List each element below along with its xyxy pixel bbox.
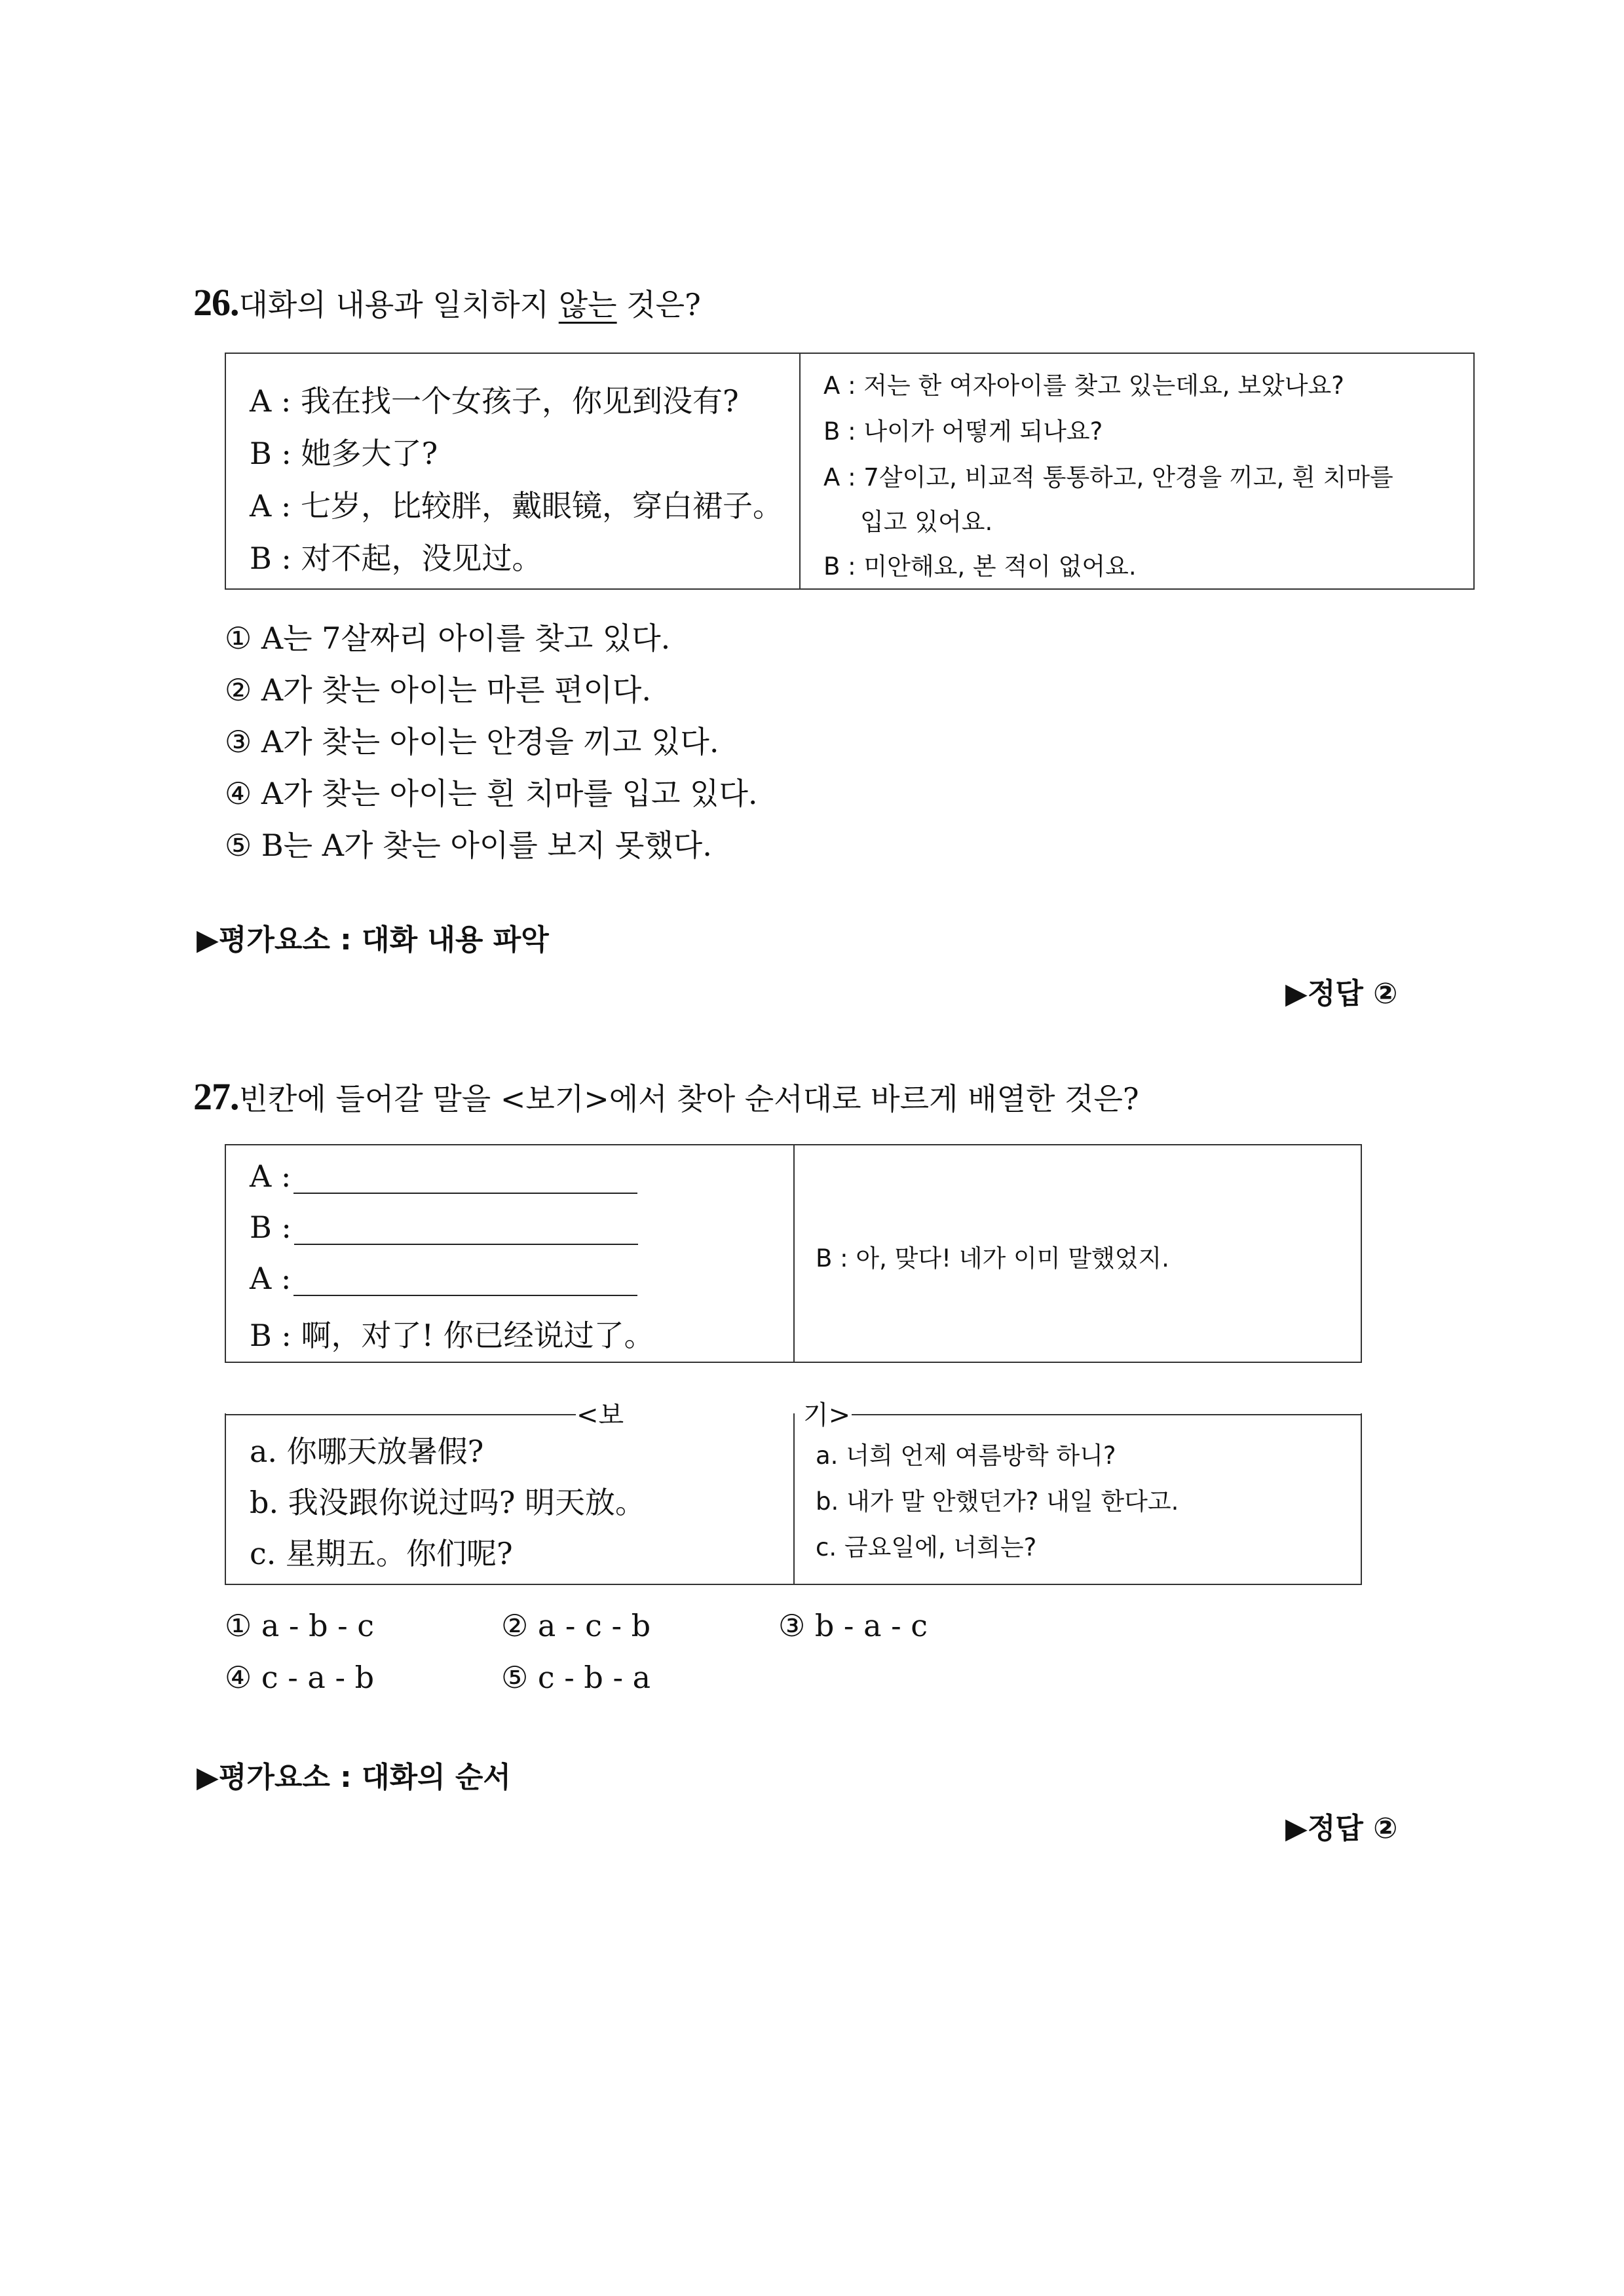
q26-ko-line-5: B : 미안해요, 본 적이 없어요. [823,552,1137,581]
q27-blank-row-2 [250,1210,638,1245]
q26-ko-line-3: A : 7살이고, 비교적 통통하고, 안경을 끼고, 흰 치마를 [823,463,1393,491]
q26-box-divider [799,354,801,588]
q27-ko-line: B : 아, 맞다! 네가 이미 말했었지. [816,1244,1169,1272]
bogi-zh-a: a. 你哪天放暑假? [250,1434,484,1469]
q26-option-2[interactable]: ② A가 찾는 아이는 마른 편이다. [225,672,651,708]
q27-option-3[interactable]: ③ b - a - c [778,1608,928,1643]
q26-option-3[interactable]: ③ A가 찾는 아이는 안경을 끼고 있다. [225,724,719,759]
q26-number: 26. [193,281,239,324]
q27-eval: ▶평가요소 : 대화의 순서 [197,1761,511,1794]
q27-blank-2 [294,1214,638,1245]
q26-title-post: 것은? [616,287,701,322]
bogi-zh-c: c. 星期五。你们呢? [250,1536,513,1571]
q27-option-2[interactable]: ② a - c - b [501,1608,651,1643]
q26-zh-line-2: B : 她多大了? [250,436,438,471]
q27-blank-label-3: A : [250,1261,292,1296]
q27-blank-1 [293,1162,637,1194]
q27-zh-last-line: B : 啊，对了! 你已经说过了。 [250,1318,654,1353]
q26-option-4[interactable]: ④ A가 찾는 아이는 흰 치마를 입고 있다. [225,776,758,811]
q26-title [193,280,701,324]
q27-blank-row-3 [250,1261,637,1296]
q26-ko-line-1: A : 저는 한 여자아이를 찾고 있는데요, 보았나요? [823,372,1344,400]
q26-option-1[interactable]: ① A는 7살짜리 아이를 찾고 있다. [225,621,671,656]
q27-blank-label-1: A : [250,1158,292,1194]
q27-dialogue-box [225,1144,1362,1363]
q26-ko-line-2: B : 나이가 어떻게 되나요? [823,417,1103,446]
q26-title-underlined: 않는 [558,287,617,322]
q27-blank-3 [293,1265,637,1296]
bogi-label-right: 기> [803,1400,851,1430]
q26-option-5[interactable]: ⑤ B는 A가 찾는 아이를 보지 못했다. [225,828,712,863]
bogi-ko-c: c. 금요일에, 너희는? [816,1533,1037,1561]
q26-dialogue-box [225,353,1475,590]
q26-zh-line-1: A : 我在找一个女孩子，你见到没有? [250,383,739,419]
bogi-box-divider [793,1413,795,1584]
q27-option-5[interactable]: ⑤ c - b - a [501,1660,651,1695]
bogi-label-left: <보 [576,1400,624,1430]
q26-zh-line-3: A : 七岁，比较胖，戴眼镜，穿白裙子。 [250,488,783,524]
q27-title [193,1075,1139,1119]
q26-zh-line-4: B : 对不起，没见过。 [250,541,542,576]
q27-option-1[interactable]: ① a - b - c [225,1608,375,1643]
q27-blank-row-1 [250,1158,637,1194]
q27-answer: ▶정답 ② [1285,1812,1398,1845]
q27-title-text: 빈칸에 들어갈 말을 <보기>에서 찾아 순서대로 바르게 배열한 것은? [238,1081,1139,1117]
q26-ko-line-4: 입고 있어요. [860,508,993,536]
q27-option-4[interactable]: ④ c - a - b [225,1660,375,1695]
q26-title-pre: 대화의 내용과 일치하지 [238,287,559,322]
bogi-box [225,1413,1362,1585]
bogi-ko-b: b. 내가 말 안했던가? 내일 한다고. [816,1487,1179,1516]
q27-number: 27. [193,1075,239,1118]
bogi-zh-b: b. 我没跟你说过吗? 明天放。 [250,1485,645,1520]
q27-box-divider [793,1145,795,1362]
q27-blank-label-2: B : [250,1210,292,1245]
q26-eval: ▶평가요소 : 대화 내용 파악 [197,923,549,957]
bogi-ko-a: a. 너희 언제 여름방학 하니? [816,1442,1116,1470]
q26-answer: ▶정답 ② [1285,977,1398,1010]
